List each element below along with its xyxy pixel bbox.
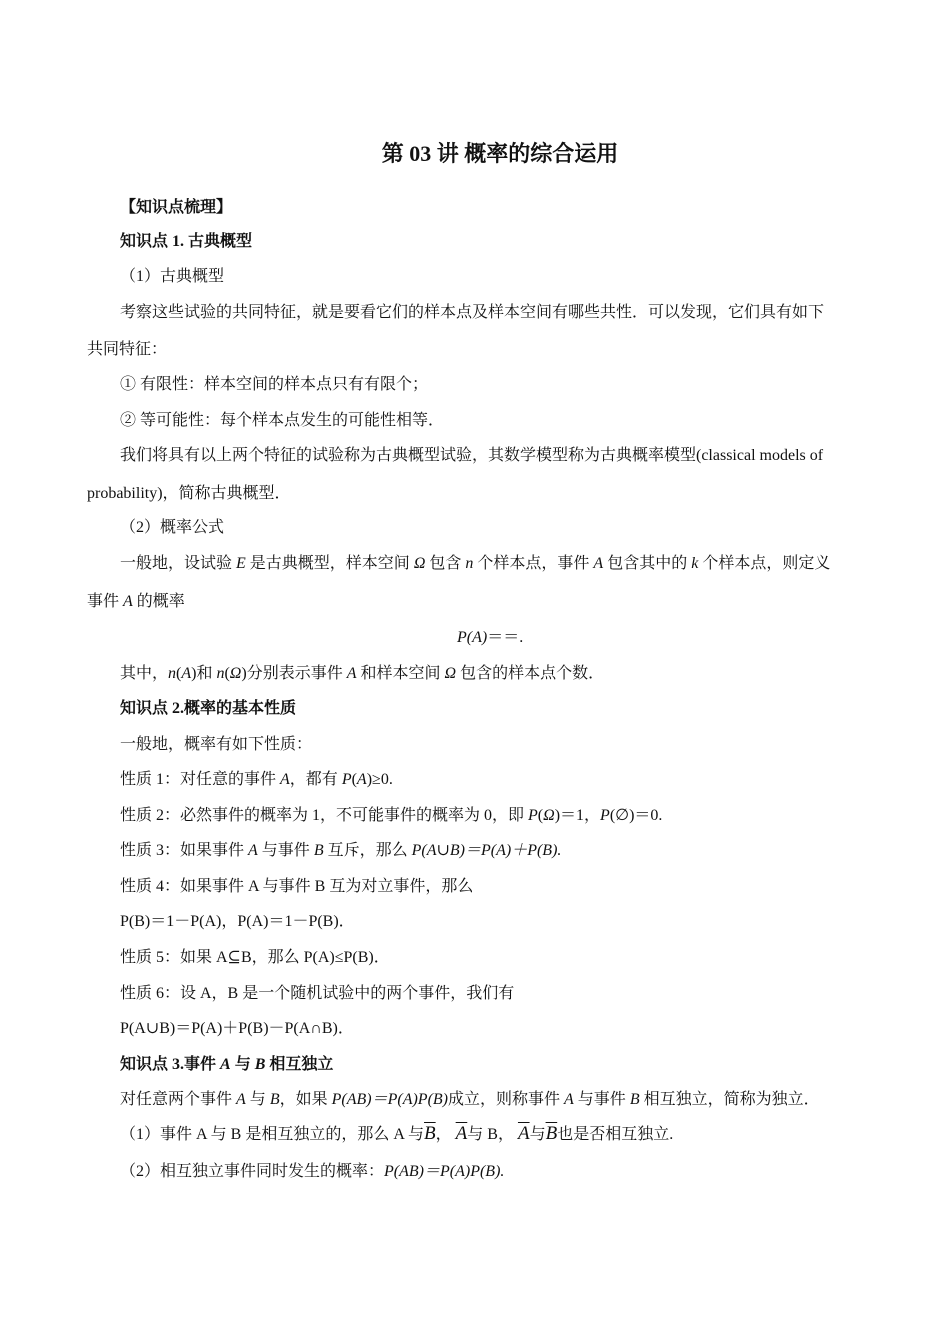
- var-A: A: [220, 1056, 231, 1073]
- var-A: A: [248, 842, 258, 859]
- text: (: [224, 665, 230, 682]
- text: ，: [435, 1126, 456, 1143]
- text: 个样本点，事件: [473, 555, 594, 572]
- formula: P(AB)＝P(A)P(B).: [384, 1163, 505, 1180]
- probability-formula: [457, 628, 523, 648]
- text: 与事件: [257, 842, 314, 859]
- var-omega: Ω: [543, 807, 555, 824]
- text: )≥0.: [366, 771, 393, 788]
- var-A: A: [593, 555, 604, 572]
- k2-property-3: [120, 841, 561, 861]
- text: )＝1，: [554, 807, 601, 824]
- text: 互斥，那么: [323, 842, 412, 859]
- var-A: A: [236, 1091, 246, 1108]
- var-A-complement: $\overline{A}$: [517, 1123, 530, 1144]
- k1-paragraph-3b: [87, 592, 185, 612]
- k1-item-2: ② 等可能性：每个样本点发生的可能性相等．: [120, 412, 445, 429]
- var-omega: Ω: [229, 665, 242, 682]
- k1-paragraph-1b: 共同特征：: [87, 341, 168, 358]
- text: 相互独立，简称为独立．: [639, 1091, 820, 1108]
- var-P: P: [528, 807, 538, 824]
- var-n: n: [465, 555, 474, 572]
- k1-item-1: ① 有限性：样本空间的样本点只有有限个；: [120, 376, 429, 393]
- k2-property-6a: 性质 6：设 A，B 是一个随机试验中的两个事件，我们有: [120, 985, 515, 1002]
- k2-property-4b: P(B)＝1－P(A)，P(A)＝1－P(B)．: [120, 913, 355, 930]
- var-B: B: [269, 1091, 280, 1108]
- k1-paragraph-2a: 我们将具有以上两个特征的试验称为古典概型试验，其数学模型称为古典概率模型(classical models of: [120, 447, 824, 464]
- text: 包含其中的: [603, 555, 692, 572]
- formula: P(AB)＝P(A)P(B): [331, 1091, 448, 1108]
- text: )和: [191, 665, 217, 682]
- text: 包含: [425, 555, 466, 572]
- text: (: [176, 665, 182, 682]
- text: (: [537, 807, 544, 824]
- k1-subheading-2: （2）概率公式: [120, 519, 225, 536]
- text: 是古典概型，样本空间: [245, 555, 414, 572]
- text: (A): [466, 629, 488, 646]
- text: （2）相互独立事件同时发生的概率：: [120, 1163, 385, 1180]
- var-B-complement: $\overline{B}$: [424, 1123, 436, 1144]
- k3-paragraph-3: [120, 1162, 504, 1182]
- text: 的概率: [132, 593, 185, 610]
- text: 与: [529, 1126, 546, 1143]
- var-omega: Ω: [444, 665, 457, 682]
- text: 与: [230, 1056, 255, 1073]
- page-title: 第 03 讲 概率的综合运用: [381, 141, 619, 166]
- k2-property-6b: P(A∪B)＝P(A)＋P(B)－P(A∩B)．: [120, 1020, 354, 1037]
- var-A-complement: $\overline{A}$: [455, 1123, 468, 1144]
- k2-property-5: 性质 5：如果 A⊆B，那么 P(A)≤P(B)．: [120, 949, 390, 966]
- text: 一般地，设试验: [120, 555, 237, 572]
- var-n: n: [216, 665, 225, 682]
- var-P: P: [600, 807, 610, 824]
- k3-paragraph-1: [120, 1090, 820, 1110]
- text: 性质 2：必然事件的概率为 1，不可能事件的概率为 0，即: [120, 807, 529, 824]
- text: 与事件: [573, 1091, 630, 1108]
- var-A: A: [356, 771, 367, 788]
- section-header: 【知识点梳理】: [120, 199, 233, 216]
- var-A: A: [280, 771, 290, 788]
- var-B: B: [629, 1091, 640, 1108]
- k2-property-2: [120, 806, 662, 826]
- var-n: n: [168, 665, 177, 682]
- var-omega: Ω: [413, 555, 426, 572]
- text: (: [351, 771, 357, 788]
- text: 性质 1：对任意的事件: [120, 771, 281, 788]
- text: ，如果: [279, 1091, 332, 1108]
- text: 其中，: [120, 665, 169, 682]
- var-E: E: [236, 555, 246, 572]
- var-A: A: [564, 1091, 574, 1108]
- k3-heading: [120, 1055, 333, 1075]
- var-P: P: [457, 629, 467, 646]
- k2-heading: 知识点 2.概率的基本性质: [120, 700, 297, 717]
- k2-property-4a: 性质 4：如果事件 A 与事件 B 互为对立事件，那么: [120, 878, 474, 895]
- text: (∅)＝0.: [609, 807, 663, 824]
- text: 相互独立: [265, 1056, 334, 1073]
- text: 和样本空间: [356, 665, 445, 682]
- text: 与: [245, 1091, 270, 1108]
- text: 事件: [87, 593, 124, 610]
- text: 个样本点，则定义: [698, 555, 831, 572]
- text: ＝＝.: [487, 629, 524, 646]
- formula: P(A∪B)＝P(A)＋P(B).: [411, 842, 562, 859]
- text: ，都有: [289, 771, 342, 788]
- k2-property-1: [120, 770, 393, 790]
- text: 对任意两个事件: [120, 1091, 237, 1108]
- var-A: A: [346, 665, 357, 682]
- text: （1）事件 A 与 B 是相互独立的，那么 A 与: [120, 1126, 425, 1143]
- text: 与 B，: [467, 1126, 518, 1143]
- text: 包含的样本点个数．: [456, 665, 605, 682]
- var-P: P: [341, 771, 352, 788]
- k1-paragraph-1a: 考察这些试验的共同特征，就是要看它们的样本点及样本空间有哪些共性．可以发现，它们具有如下: [120, 304, 825, 321]
- text: 成立，则称事件: [448, 1091, 565, 1108]
- k1-paragraph-4: [120, 664, 604, 684]
- k1-paragraph-2b: probability)，简称古典概型．: [87, 485, 291, 502]
- text: 知识点 3.事件: [120, 1056, 221, 1073]
- var-B: B: [313, 842, 324, 859]
- k1-heading: 知识点 1. 古典概型: [120, 233, 253, 250]
- var-B-complement: $\overline{B}$: [545, 1123, 558, 1144]
- k1-subheading-1: （1）古典概型: [120, 268, 225, 285]
- k1-paragraph-3a: [120, 554, 830, 574]
- k3-paragraph-2: [120, 1124, 673, 1145]
- var-A: A: [181, 665, 192, 682]
- text: 性质 3：如果事件: [120, 842, 249, 859]
- var-A: A: [123, 593, 133, 610]
- text: 也是否相互独立.: [557, 1126, 674, 1143]
- var-B: B: [254, 1056, 266, 1073]
- var-k: k: [691, 555, 699, 572]
- k2-intro: 一般地，概率有如下性质：: [120, 736, 313, 753]
- text: )分别表示事件: [241, 665, 347, 682]
